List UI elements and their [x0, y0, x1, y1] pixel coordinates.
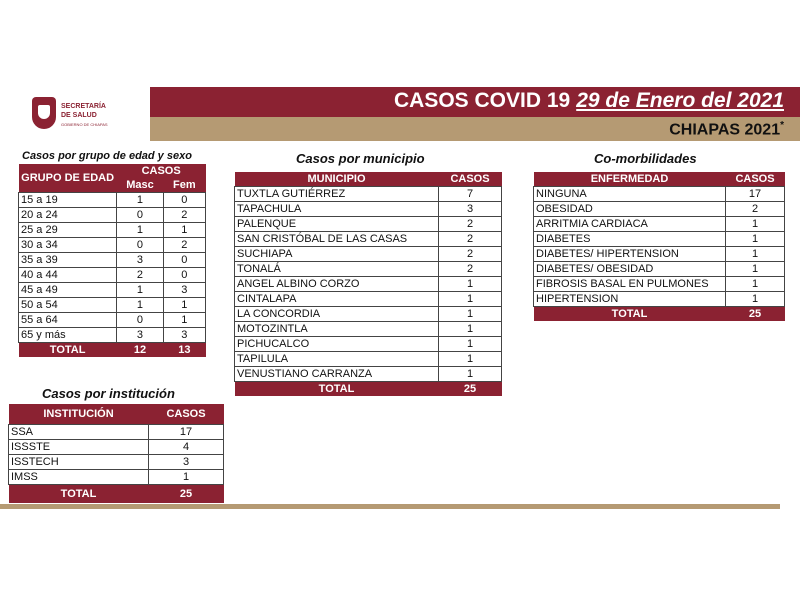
table-row [235, 352, 502, 367]
shield-icon [32, 97, 56, 129]
table-row [534, 292, 785, 307]
table-row [9, 425, 224, 440]
edad-title: Casos por grupo de edad y sexo [22, 150, 192, 162]
cell-grupo: 50 a 54 [19, 298, 117, 313]
table-row [235, 337, 502, 352]
cell-municipio: TAPACHULA [235, 202, 439, 217]
cell-fem: 3 [163, 283, 205, 298]
cell-grupo: 30 a 34 [19, 238, 117, 253]
cell-masc: 0 [117, 313, 163, 328]
cell-masc: 1 [117, 223, 163, 238]
cell-casos: 7 [439, 187, 502, 202]
cell-fem: 0 [163, 268, 205, 283]
cell-enfermedad: FIBROSIS BASAL EN PULMONES [534, 277, 726, 292]
col-institucion: INSTITUCIÓN [9, 404, 149, 425]
cell-casos: 3 [439, 202, 502, 217]
table-row [534, 247, 785, 262]
cell-masc: 1 [117, 283, 163, 298]
col-fem: Fem [163, 178, 205, 193]
cell-municipio: ANGEL ALBINO CORZO [235, 277, 439, 292]
edad-total-label: TOTAL [19, 343, 117, 358]
table-row [235, 247, 502, 262]
cell-fem: 2 [163, 238, 205, 253]
cell-casos: 2 [439, 232, 502, 247]
cell-enfermedad: HIPERTENSION [534, 292, 726, 307]
edad-table [18, 164, 206, 357]
table-row [19, 223, 206, 238]
col-casos: CASOS [439, 172, 502, 187]
cell-casos: 2 [439, 247, 502, 262]
institucion-total: 25 [149, 485, 224, 504]
table-row [235, 292, 502, 307]
table-row [19, 283, 206, 298]
table-row [19, 208, 206, 223]
table-row [19, 268, 206, 283]
logo-line2: DE SALUD [61, 112, 97, 119]
table-row [19, 298, 206, 313]
cell-enfermedad: NINGUNA [534, 187, 726, 202]
municipio-total-label: TOTAL [235, 382, 439, 397]
cell-casos: 17 [726, 187, 785, 202]
cell-fem: 1 [163, 298, 205, 313]
table-row [9, 440, 224, 455]
table-row [534, 277, 785, 292]
cell-casos: 2 [439, 262, 502, 277]
table-row [235, 322, 502, 337]
table-row [235, 277, 502, 292]
table-row [235, 202, 502, 217]
table-row [235, 307, 502, 322]
state-text: CHIAPAS 2021 [669, 121, 781, 139]
cell-grupo: 40 a 44 [19, 268, 117, 283]
page-title [394, 89, 784, 113]
col-casos: CASOS [149, 404, 224, 425]
cell-municipio: TAPILULA [235, 352, 439, 367]
table-row [235, 262, 502, 277]
cell-grupo: 35 a 39 [19, 253, 117, 268]
cell-masc: 1 [117, 193, 163, 208]
cell-municipio: TONALÁ [235, 262, 439, 277]
table-row [19, 313, 206, 328]
cell-casos: 1 [149, 470, 224, 485]
comorb-total-label: TOTAL [534, 307, 726, 322]
cell-fem: 0 [163, 193, 205, 208]
cell-casos: 2 [726, 202, 785, 217]
cell-casos: 1 [439, 307, 502, 322]
comorb-table [533, 172, 785, 321]
cell-grupo: 65 y más [19, 328, 117, 343]
municipio-title: Casos por municipio [296, 151, 425, 166]
cell-municipio: MOTOZINTLA [235, 322, 439, 337]
cell-fem: 2 [163, 208, 205, 223]
col-casos: CASOS [726, 172, 785, 187]
cell-enfermedad: DIABETES [534, 232, 726, 247]
institucion-total-label: TOTAL [9, 485, 149, 504]
cell-institucion: ISSSTE [9, 440, 149, 455]
cell-casos: 1 [726, 217, 785, 232]
cell-casos: 3 [149, 455, 224, 470]
cell-casos: 17 [149, 425, 224, 440]
cell-casos: 1 [439, 292, 502, 307]
title-date: 29 de Enero del 2021 [576, 89, 784, 112]
cell-masc: 2 [117, 268, 163, 283]
col-masc: Masc [117, 178, 163, 193]
cell-casos: 1 [439, 367, 502, 382]
cell-municipio: CINTALAPA [235, 292, 439, 307]
cell-enfermedad: OBESIDAD [534, 202, 726, 217]
table-row [534, 217, 785, 232]
cell-casos: 1 [439, 277, 502, 292]
cell-municipio: TUXTLA GUTIÉRREZ [235, 187, 439, 202]
table-row [19, 193, 206, 208]
table-row [534, 262, 785, 277]
table-row [235, 187, 502, 202]
table-row [235, 232, 502, 247]
cell-masc: 0 [117, 208, 163, 223]
cell-grupo: 55 a 64 [19, 313, 117, 328]
cell-institucion: SSA [9, 425, 149, 440]
cell-municipio: PALENQUE [235, 217, 439, 232]
table-row [19, 238, 206, 253]
table-row [534, 232, 785, 247]
cell-masc: 3 [117, 328, 163, 343]
table-row [19, 253, 206, 268]
cell-casos: 1 [726, 232, 785, 247]
logo-line3: GOBIERNO DE CHIAPAS [61, 122, 108, 127]
edad-total-fem: 13 [163, 343, 205, 358]
cell-masc: 1 [117, 298, 163, 313]
cell-municipio: PICHUCALCO [235, 337, 439, 352]
title-text: CASOS COVID 19 [394, 89, 571, 112]
col-enfermedad: ENFERMEDAD [534, 172, 726, 187]
table-row [235, 367, 502, 382]
cell-casos: 1 [726, 247, 785, 262]
cell-casos: 1 [439, 337, 502, 352]
table-row [235, 217, 502, 232]
cell-grupo: 45 a 49 [19, 283, 117, 298]
state-label [669, 120, 784, 139]
col-casos: CASOS [117, 164, 206, 178]
cell-grupo: 20 a 24 [19, 208, 117, 223]
cell-fem: 1 [163, 313, 205, 328]
cell-casos: 1 [726, 277, 785, 292]
table-row [9, 470, 224, 485]
cell-enfermedad: ARRITMIA CARDIACA [534, 217, 726, 232]
cell-fem: 3 [163, 328, 205, 343]
cell-municipio: SAN CRISTÓBAL DE LAS CASAS [235, 232, 439, 247]
institucion-title: Casos por institución [42, 386, 175, 401]
cell-casos: 1 [726, 262, 785, 277]
cell-grupo: 25 a 29 [19, 223, 117, 238]
cell-masc: 0 [117, 238, 163, 253]
logo-line1: SECRETARÍA [61, 103, 106, 110]
cell-casos: 2 [439, 217, 502, 232]
cell-municipio: VENUSTIANO CARRANZA [235, 367, 439, 382]
col-grupo: GRUPO DE EDAD [19, 164, 117, 193]
table-row [534, 187, 785, 202]
cell-casos: 4 [149, 440, 224, 455]
cell-masc: 3 [117, 253, 163, 268]
cell-municipio: SUCHIAPA [235, 247, 439, 262]
col-municipio: MUNICIPIO [235, 172, 439, 187]
cell-casos: 1 [439, 352, 502, 367]
comorb-title: Co-morbilidades [594, 151, 697, 166]
cell-fem: 0 [163, 253, 205, 268]
table-row [19, 328, 206, 343]
table-row [9, 455, 224, 470]
institucion-table [8, 404, 224, 503]
cell-casos: 1 [439, 322, 502, 337]
cell-institucion: IMSS [9, 470, 149, 485]
cell-municipio: LA CONCORDIA [235, 307, 439, 322]
municipio-total: 25 [439, 382, 502, 397]
cell-institucion: ISSTECH [9, 455, 149, 470]
municipio-table [234, 172, 502, 396]
cell-casos: 1 [726, 292, 785, 307]
cell-fem: 1 [163, 223, 205, 238]
cell-enfermedad: DIABETES/ HIPERTENSION [534, 247, 726, 262]
cell-enfermedad: DIABETES/ OBESIDAD [534, 262, 726, 277]
cell-grupo: 15 a 19 [19, 193, 117, 208]
divider [0, 504, 780, 509]
state-mark: * [780, 120, 784, 131]
edad-total-masc: 12 [117, 343, 163, 358]
table-row [534, 202, 785, 217]
comorb-total: 25 [726, 307, 785, 322]
